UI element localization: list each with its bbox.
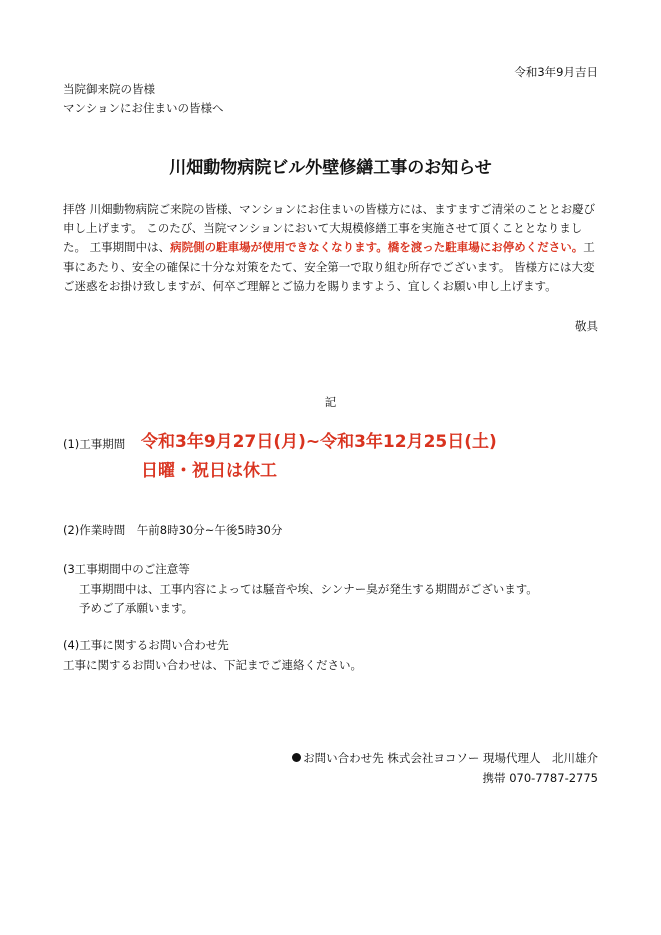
contact-company-line: お問い合わせ先 株式会社ヨコソー 現場代理人 北川雄介 xyxy=(303,751,598,765)
section4-inquiries xyxy=(63,636,362,675)
body-text-part1: 拝啓 川畑動物病院ご来院の皆様、マンションにお住まいの皆様方には、ますますご清栄のこととお慶び申し上げます。 このたび、当院マンションにおいて大規模修繕工事を実施させて頂くこととなりました。 工事期間中は、 xyxy=(63,202,596,255)
holiday-notice: 日曜・祝日は休工 xyxy=(141,461,277,481)
section3-line: 工事期間中は、工事内容によっては騒音や埃、シンナー臭が発生する期間がございます。 xyxy=(79,581,538,596)
section4-heading: (4)工事に関するお問い合わせ先 xyxy=(63,638,229,652)
section3-line: 予めご了承願います。 xyxy=(79,601,194,615)
section1-period-block xyxy=(141,428,497,486)
addressee-line: 当院御来院の皆様 xyxy=(63,82,155,96)
document-title: 川畑動物病院ビル外壁修繕工事のお知らせ xyxy=(169,158,492,178)
body-paragraph xyxy=(63,200,603,296)
section1-label: (1)工事期間 xyxy=(63,437,126,451)
addressee-block xyxy=(63,80,223,118)
section3-notes xyxy=(63,560,538,619)
contact-block xyxy=(292,749,598,788)
body-text-part2: 工事にあたり、安全の確保に十分な対策をたて、安全第一で取り組む所存でございます。 皆様方には大変ご迷惑をお掛け致しますが、何卒ご理解とご協力を賜りますよう、宜しくお願い申し上げます。 xyxy=(63,240,595,293)
section4-line: 工事に関するお問い合わせは、下記までご連絡ください。 xyxy=(63,657,362,672)
issue-date: 令和3年9月吉日 xyxy=(514,65,598,79)
closing-keigu: 敬具 xyxy=(575,319,598,333)
ki-heading: 記 xyxy=(324,395,337,409)
contact-line xyxy=(292,749,598,769)
contact-phone: 携帯 070-7787-2775 xyxy=(482,770,598,785)
section2-work-hours: (2)作業時間 午前8時30分~午後5時30分 xyxy=(63,523,283,537)
construction-period: 令和3年9月27日(月)~令和3年12月25日(土) xyxy=(141,432,497,452)
section3-heading: (3工事期間中のご注意等 xyxy=(63,562,190,576)
bullet-icon xyxy=(292,753,301,762)
parking-notice-highlight: 病院側の駐車場が使用できなくなります。橋を渡った駐車場にお停めください。 xyxy=(170,240,584,255)
addressee-line: マンションにお住まいの皆様へ xyxy=(63,101,224,115)
